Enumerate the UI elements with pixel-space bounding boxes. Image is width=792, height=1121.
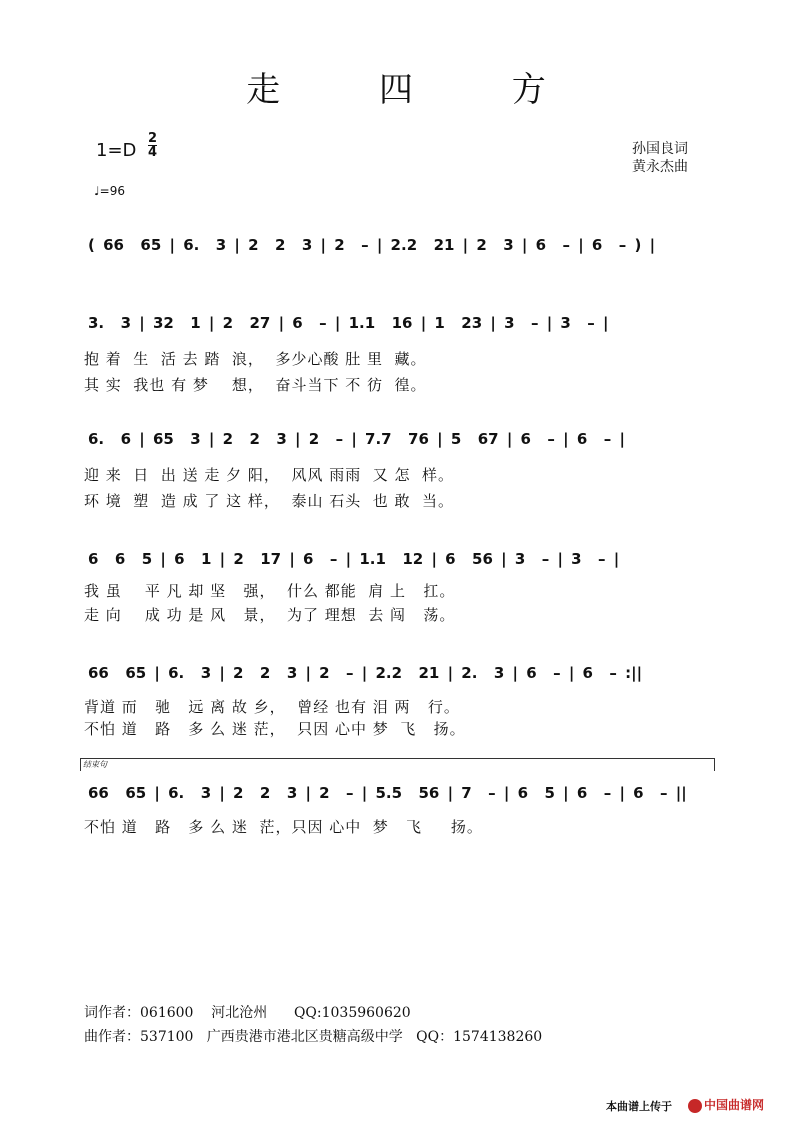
lyricist-info: 词作者：061600 河北沧州 QQ:1035960620 [84, 1005, 411, 1021]
site-logo[interactable] [688, 1096, 764, 1113]
time-signature [148, 132, 157, 159]
lyricist-credit: 孙国良词 [632, 141, 688, 157]
score-system-6 [88, 784, 710, 814]
meter-top: 2 [148, 131, 158, 146]
score-system-2 [88, 314, 710, 344]
score-system-5 [88, 664, 710, 694]
lyric-line: 其 实 我也 有 梦 想， 奋斗当下 不 彷 徨。 [84, 376, 427, 394]
key-signature: 1=D [96, 140, 137, 161]
lyric-line: 不怕 道 路 多 么 迷 茫，只因 心中 梦 飞 扬。 [84, 818, 483, 836]
upload-note: 本曲谱上传于 [606, 1100, 672, 1113]
lyric-line: 环 境 塑 造 成 了 这 样， 泰山 石头 也 敢 当。 [84, 492, 455, 510]
lyric-line: 不怕 道 路 多 么 迷 茫， 只因 心中 梦 飞 扬。 [84, 720, 466, 738]
page-title: 走 四 方 [246, 70, 590, 110]
lyric-line: 迎 来 日 出 送 走 夕 阳， 风风 雨雨 又 怎 样。 [84, 466, 455, 484]
score-system-4 [88, 550, 710, 580]
notation-line: 6. 6 | 65 3 | 2 2 3 | 2 – | 7.7 76 | 5 67 | 6 – | 6 – | [88, 430, 625, 448]
score-system-1 [88, 236, 710, 266]
notation-line: 66 65 | 6. 3 | 2 2 3 | 2 – | 2.2 21 | 2. 3 | 6 – | 6 – :|| [88, 664, 643, 682]
notation-line: 6 6 5 | 6 1 | 2 17 | 6 – | 1.1 12 | 6 56 | 3 – | 3 – | [88, 550, 620, 568]
composer-credit: 黄永杰曲 [632, 159, 688, 175]
lyric-line: 背道 而 驰 远 离 故 乡， 曾经 也有 泪 两 行。 [84, 698, 460, 716]
meter-bottom: 4 [148, 145, 158, 160]
tempo-marking: ♩=96 [94, 184, 125, 198]
notation-line: 66 65 | 6. 3 | 2 2 3 | 2 – | 5.5 56 | 7 – | 6 5 | 6 – | 6 – || [88, 784, 687, 802]
ending-bracket [80, 758, 715, 771]
lyric-line: 抱 着 生 活 去 踏 浪， 多少心酸 肚 里 藏。 [84, 350, 427, 368]
score-system-3 [88, 430, 710, 460]
lyric-line: 走 向 成 功 是 风 景， 为了 理想 去 闯 荡。 [84, 606, 456, 624]
logo-text: 中国曲谱网 [704, 1098, 765, 1112]
lyric-line: 我 虽 平 凡 却 坚 强， 什么 都能 肩 上 扛。 [84, 582, 456, 600]
composer-info: 曲作者：537100 广西贵港市港北区贵糖高级中学 QQ：1574138260 [84, 1029, 543, 1045]
notation-line: 3. 3 | 32 1 | 2 27 | 6 – | 1.1 16 | 1 23 | 3 – | 3 – | [88, 314, 609, 332]
logo-icon [688, 1099, 702, 1113]
notation-line: ( 66 65 | 6. 3 | 2 2 3 | 2 – | 2.2 21 | 2 3 | 6 – | 6 – ) | [88, 236, 656, 254]
ending-label: 结束句 [83, 760, 107, 769]
